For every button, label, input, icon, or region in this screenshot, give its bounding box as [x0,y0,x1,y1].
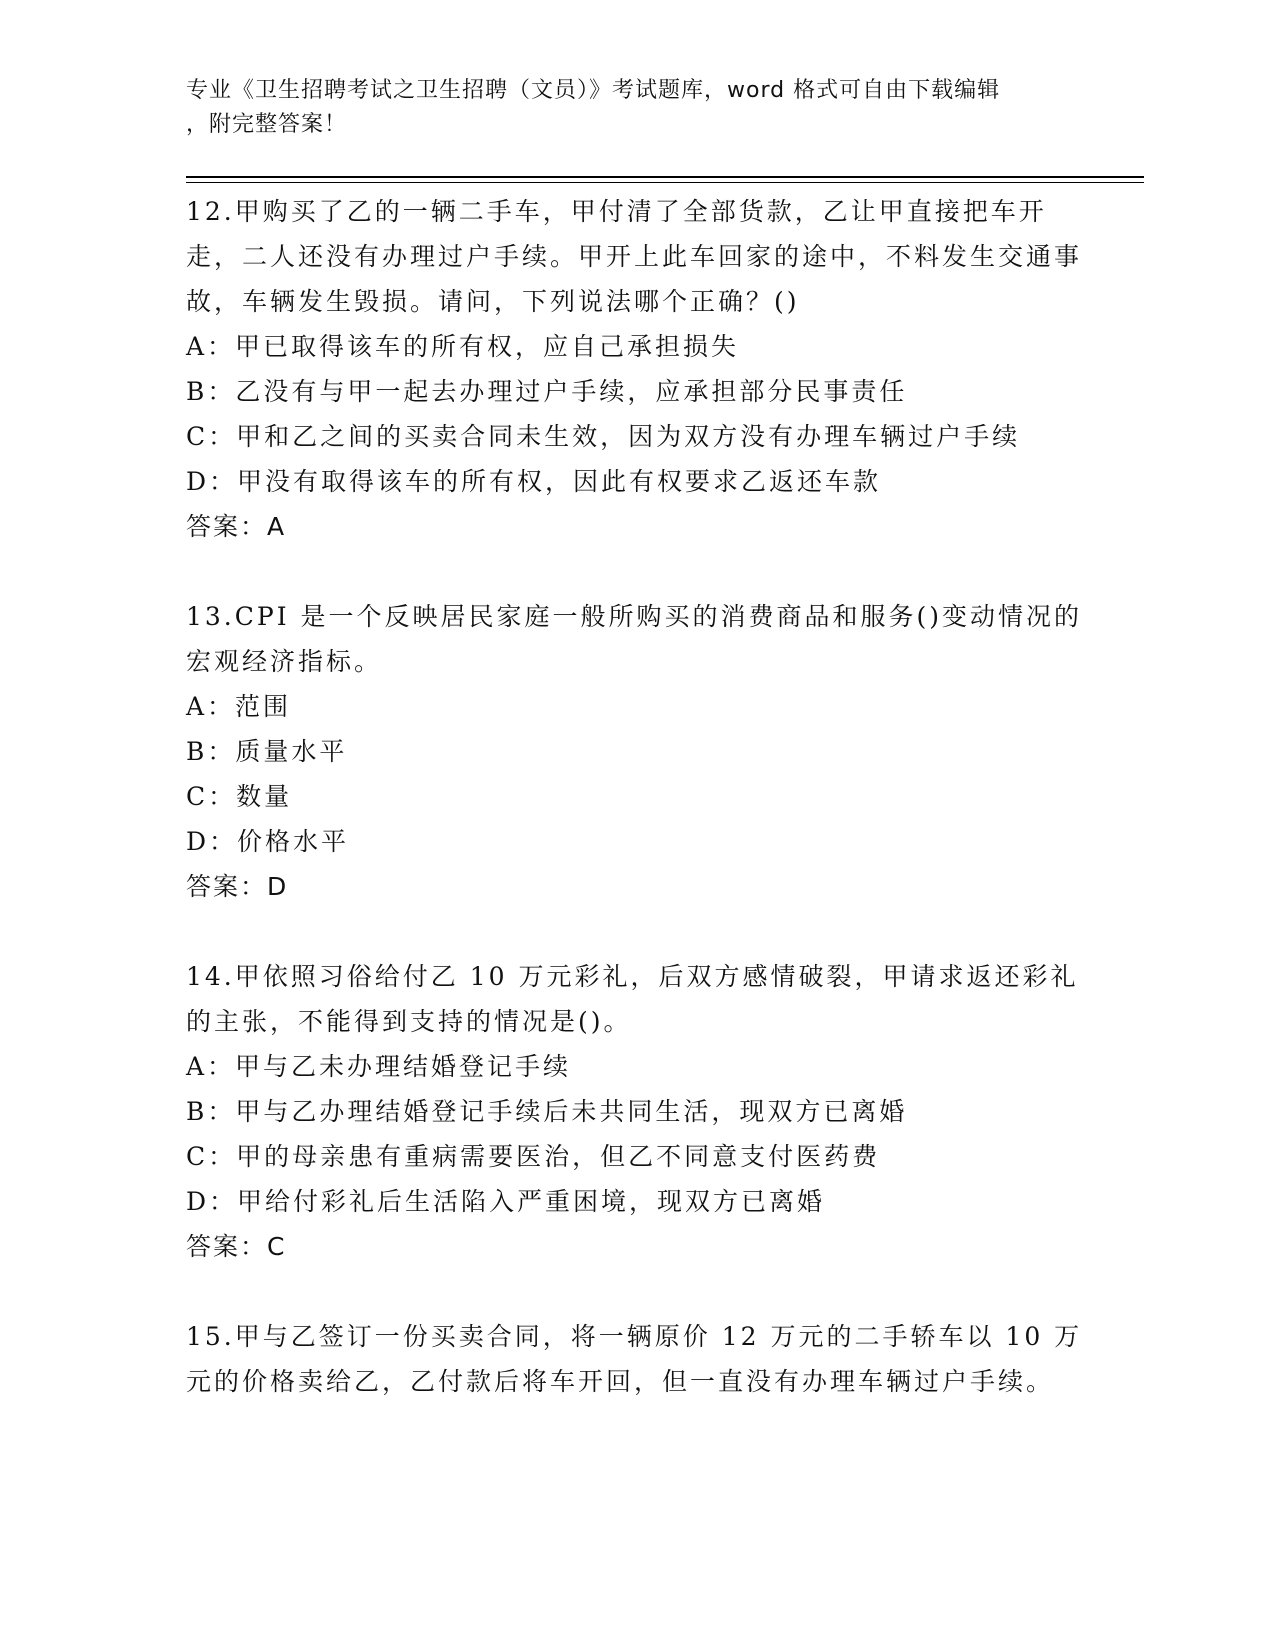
option-b: B：质量水平 [186,737,348,766]
header-line-1: 专业《卫生招聘考试之卫生招聘（文员）》考试题库，word 格式可自由下载编辑 [186,78,1001,103]
question-15 [186,1314,1086,1404]
header-divider-thick [186,176,1144,178]
question-13 [186,594,1086,909]
question-14 [186,954,1086,1269]
option-d: D：价格水平 [186,827,350,856]
answer: 答案：C [186,1232,287,1261]
option-c: C：甲的母亲患有重病需要医治，但乙不同意支付医药费 [186,1142,881,1171]
question-stem: 15.甲与乙签订一份买卖合同，将一辆原价 12 万元的二手轿车以 10 万元的价格卖给乙，乙付款后将车开回，但一直没有办理车辆过户手续。 [186,1322,1083,1396]
header-line-2: ，附完整答案！ [186,112,348,137]
option-b: B：乙没有与甲一起去办理过户手续，应承担部分民事责任 [186,377,908,406]
question-list [186,189,1086,1404]
document-header [186,74,1066,142]
option-c: C：甲和乙之间的买卖合同未生效，因为双方没有办理车辆过户手续 [186,422,1021,451]
question-stem: 13.CPI 是一个反映居民家庭一般所购买的消费商品和服务()变动情况的宏观经济指标。 [186,602,1083,676]
header-divider-thin [186,182,1144,183]
question-stem: 14.甲依照习俗给付乙 10 万元彩礼，后双方感情破裂，甲请求返还彩礼的主张，不能得到支持的情况是()。 [186,962,1079,1036]
option-c: C：数量 [186,782,293,811]
option-d: D：甲给付彩礼后生活陷入严重困境，现双方已离婚 [186,1187,826,1216]
option-a: A：范围 [186,692,292,721]
question-stem: 12.甲购买了乙的一辆二手车，甲付清了全部货款，乙让甲直接把车开走，二人还没有办理过户手续。甲开上此车回家的途中，不料发生交通事故，车辆发生毁损。请问，下列说法哪个正确？() [186,197,1083,316]
option-a: A：甲已取得该车的所有权，应自己承担损失 [186,332,740,361]
option-b: B：甲与乙办理结婚登记手续后未共同生活，现双方已离婚 [186,1097,908,1126]
answer: 答案：D [186,872,289,901]
question-12 [186,189,1086,549]
option-a: A：甲与乙未办理结婚登记手续 [186,1052,572,1081]
option-d: D：甲没有取得该车的所有权，因此有权要求乙返还车款 [186,467,882,496]
answer: 答案：A [186,512,287,541]
